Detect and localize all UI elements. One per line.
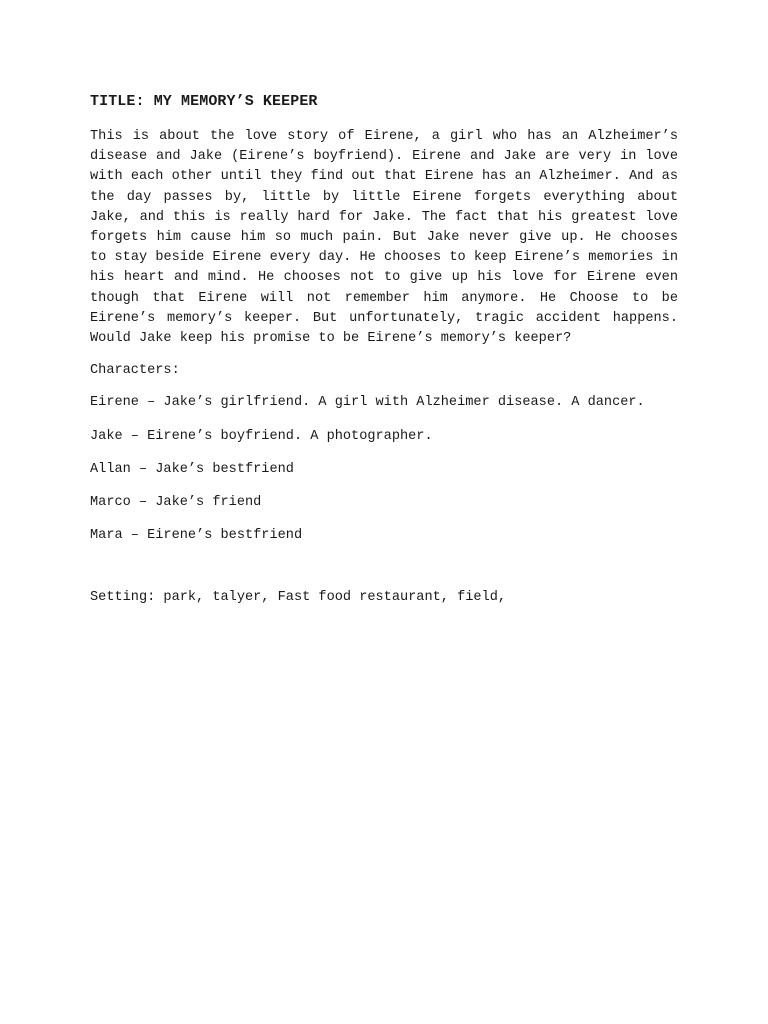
character-allan: Allan – Jake’s bestfriend: [90, 461, 294, 477]
document-title: TITLE: MY MEMORY’S KEEPER: [90, 93, 318, 110]
characters-list: [90, 393, 678, 546]
character-mara: Mara – Eirene’s bestfriend: [90, 528, 303, 544]
document-page: [90, 92, 678, 609]
characters-heading: Characters:: [90, 363, 180, 379]
character-eirene: Eirene – Jake’s girlfriend. A girl with Alzheimer disease. A dancer.: [90, 395, 645, 411]
synopsis-paragraph: This is about the love story of Eirene, a girl who has an Alzheimer’s disease and Jake (Eirene’s boyfriend). Eirene and Jake are very in love with each other until they find out that Eirene has an Alzheimer. And as the day passes by, little by little Eirene forgets everything about Jake, and this is really hard for Jake. The fact that his greatest love forgets him cause him so much pain. But Jake never give up. He chooses to stay beside Eirene every day. He chooses to keep Eirene’s memories in his heart and mind. He chooses not to give up his love for Eirene even though that Eirene will not remember him anymore. He Choose to be Eirene’s memory’s keeper. But unfortunately, tragic accident happens. Would Jake keep his promise to be Eirene’s memory’s keeper?: [90, 129, 678, 347]
character-jake: Jake – Eirene’s boyfriend. A photographer.: [90, 428, 433, 444]
character-marco: Marco – Jake’s friend: [90, 495, 262, 511]
setting-line: Setting: park, talyer, Fast food restaurant, field,: [90, 590, 507, 606]
